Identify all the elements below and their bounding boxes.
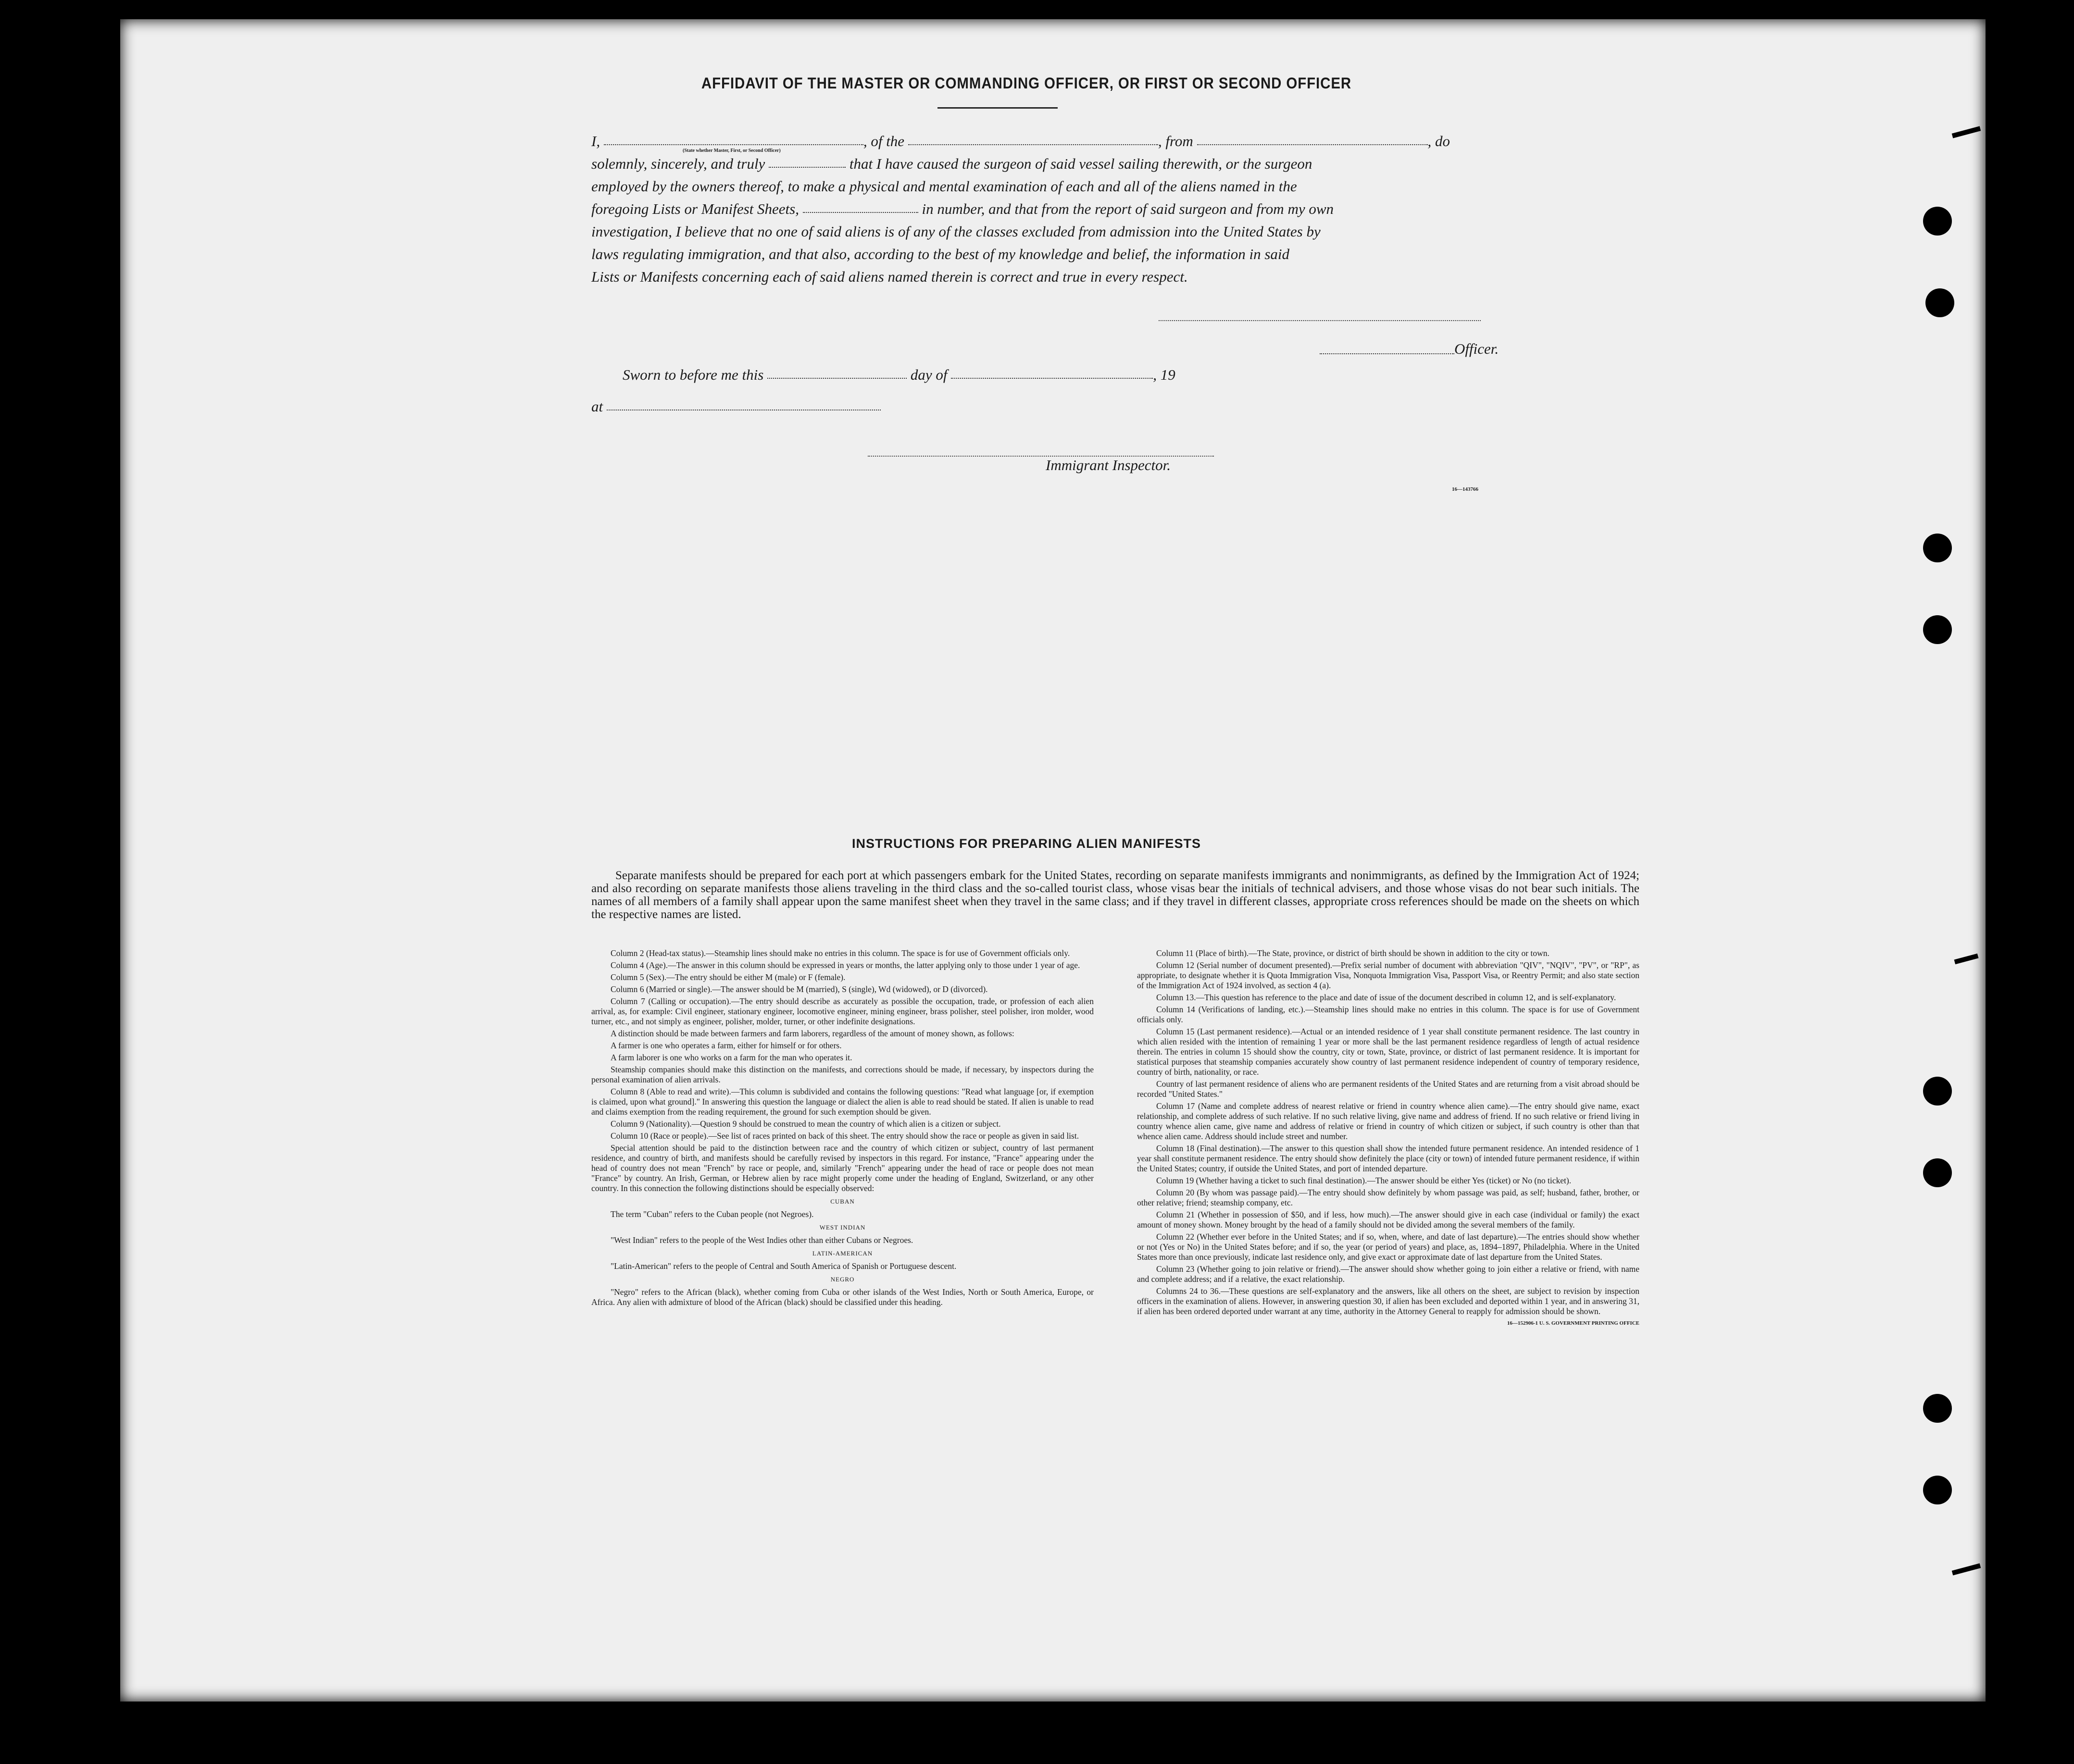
aff-do: , do [1427, 133, 1450, 149]
month-field[interactable] [951, 374, 1153, 379]
affidavit-body [591, 130, 1639, 288]
right-para: Column 14 (Verifications of landing, etc.).—Steamship lines should make no entries in this column. The space is for use of Government officials only. [1137, 1005, 1639, 1024]
left-para: Column 8 (Able to read and write).—This column is subdivided and contains the following questions: "Read what language [or, if exemption is claimed, upon what ground]." In answering this question the language or dialect the alien is able to read should be stated. If alien is unable to read and claims exemption from the reading requirement, the ground for such exemption should be given. [591, 1087, 1094, 1117]
inspector-label: Immigrant Inspector. [1046, 457, 1171, 473]
right-para: Column 18 (Final destination).—The answer to this question shall show the intended future permanent residence. An intended residence of 1 year shall constitute permanent residence. The entry should show definitely the place (city or town) of intended future permanent residence, if within the United States; country, if outside the United States, and port of intended departure. [1137, 1143, 1639, 1173]
sworn-label: Sworn to before me this [623, 366, 764, 383]
punch-hole [1923, 534, 1952, 562]
heading-west-indian: WEST INDIAN [819, 1224, 866, 1231]
punch-hole [1923, 207, 1952, 236]
punch-hole [1925, 288, 1954, 317]
right-para: Columns 24 to 36.—These questions are self-explanatory and the answers, like all others on the sheet, are subject to revision by inspection officers in the examination of aliens. However, in answering question 30, if alien has been excluded and deported within 1 year, and in answering 31, if alien has been ordered deported under warrant at any time, authority in the Attorney General to reapply for admission should be shown. [1137, 1286, 1639, 1316]
from-field[interactable] [1197, 140, 1428, 145]
officer-line [1320, 340, 1499, 358]
right-para: Column 20 (By whom was passage paid).—The entry should show definitely by whom passage was paid, as self; husband, father, brother, or other relative; friend; steamship company, etc. [1137, 1188, 1639, 1207]
right-para: Column 15 (Last permanent residence).—Actual or an intended residence of 1 year shall constitute permanent residence. The last country in which alien resided with the intention of remaining 1 year or more shall be the last permanent residence regardless of length of actual residence therein. The entries in column 15 should show the country, city or town, State, province, or district of last permanent residence. It is important for statistical purposes that steamship companies accurately show country of last permanent residence independent of country of temporary residence, country of birth, nationality, or race. [1137, 1027, 1639, 1077]
aff-line2b: that I have caused the surgeon of said vessel sailing therewith, or the surgeon [849, 155, 1312, 172]
right-para: Column 19 (Whether having a ticket to such final destination).—The answer should be either Yes (ticket) or No (no ticket). [1156, 1176, 1572, 1185]
officer-label: Officer. [1454, 340, 1499, 357]
vessel-field[interactable] [908, 140, 1158, 145]
sheets-count-field[interactable] [803, 208, 918, 213]
left-para: Column 7 (Calling or occupation).—The entry should describe as accurately as possible the occupation, trade, or profession of each alien arrival, as, for example: Civil engineer, stationary engineer, locomotive engineer, mining engineer, brass polisher, steel polisher, iron molder, wood turner, etc., and not simply as engineer, polisher, molder, turner, or other indefinite designations. [591, 996, 1094, 1026]
aff-from: , from [1158, 133, 1193, 149]
heading-latin-american: LATIN-AMERICAN [812, 1250, 873, 1257]
instructions-left-column [591, 948, 1094, 1309]
aff-line4b: in number, and that from the report of said surgeon and from my own [922, 200, 1334, 217]
punch-hole [1923, 1476, 1952, 1504]
instructions-right-column [1137, 948, 1639, 1330]
at-label: at [591, 398, 603, 415]
left-para: Special attention should be paid to the distinction between race and the country of which citizen or subject, country of last permanent residence, and country of birth, and manifests should be carefully revised by inspectors in this regard. For instance, "France" appearing under the head of country does not mean "French" by race or people, and, similarly "French" appearing under the head of race or people does not mean "France" by country. An Irish, German, or Hebrew alien by race might properly come under the heading of England, Switzerland, or any other country. In this connection the following distinctions should be especially observed: [591, 1143, 1094, 1193]
left-para: A farm laborer is one who works on a farm for the man who operates it. [611, 1053, 852, 1062]
left-para: Column 9 (Nationality).—Question 9 should be construed to mean the country of which alien is a citizen or subject. [611, 1119, 1001, 1129]
at-line [591, 398, 881, 415]
manifest-sheet [120, 19, 1986, 1702]
sworn-day-field[interactable] [767, 374, 907, 379]
instructions-title: INSTRUCTIONS FOR PREPARING ALIEN MANIFESTS [851, 836, 1201, 851]
left-para: Column 10 (Race or people).—See list of races printed on back of this sheet. The entry should show the race or people as given in said list. [611, 1131, 1079, 1141]
left-para: Column 4 (Age).—The answer in this column should be expressed in years or months, the latter applying only to those under 1 year of age. [611, 960, 1080, 970]
negro-para: "Negro" refers to the African (black), whether coming from Cuba or other islands of the West Indies, North or South America, Europe, or Africa. Any alien with admixture of blood of the African (black) should be classified under this heading. [591, 1287, 1094, 1307]
right-para: Column 22 (Whether ever before in the United States; and if so, when, where, and date of last departure).—The entries should show whether or not (Yes or No) in the United States before; and if so, the year (or period of years) and place, as, 1894–1897, Philadelphia. Where in the United States more than once previously, indicate last residence only, and give exact or approximate date of last departure from the United States. [1137, 1232, 1639, 1262]
right-para: Column 11 (Place of birth).—The State, province, or district of birth should be shown in addition to the city or town. [1156, 948, 1549, 958]
right-para: Column 13.—This question has reference to the place and date of issue of the document described in column 12, and is self-explanatory. [1156, 993, 1616, 1002]
left-para: Steamship companies should make this distinction on the manifests, and corrections should be made, if necessary, by inspectors during the personal examination of alien arrivals. [591, 1065, 1094, 1084]
day-of-label: day of [910, 366, 948, 383]
west-indian-para: "West Indian" refers to the people of the West Indies other than either Cubans or Negroes. [611, 1235, 913, 1245]
aff-i: I, [591, 133, 600, 149]
aff-of: , of the [863, 133, 905, 149]
form-number: 16—143766 [1452, 486, 1478, 492]
affidavit-title: AFFIDAVIT OF THE MASTER OR COMMANDING OFFICER, OR FIRST OR SECOND OFFICER [701, 75, 1352, 92]
aff-line7: Lists or Manifests concerning each of said aliens named therein is correct and true in every respect. [591, 268, 1188, 285]
left-para: Column 2 (Head-tax status).—Steamship lines should make no entries in this column. The space is for use of Government officials only. [611, 948, 1070, 958]
right-para: Column 17 (Name and complete address of nearest relative or friend in country whence alien came).—The entry should give name, exact relationship, and complete address of such relative. If no such relative living, give name and address of friend. If no such relative or friend living in country whence alien came, give name and address of relative or friend in country of which citizen or subject, if such country is other than that whence alien came. Address should include street and number. [1137, 1101, 1639, 1141]
heading-negro: NEGRO [830, 1276, 855, 1283]
cuban-para: The term "Cuban" refers to the Cuban people (not Negroes). [611, 1209, 814, 1219]
punch-hole [1923, 1077, 1952, 1106]
aff-line4a: foregoing Lists or Manifest Sheets, [591, 200, 799, 217]
punch-hole [1923, 615, 1952, 644]
sworn-line [623, 366, 1175, 384]
signature-line[interactable] [1159, 320, 1481, 321]
left-para: A farmer is one who operates a farm, either for himself or for others. [611, 1041, 842, 1050]
title-rule [937, 107, 1058, 109]
latin-american-para: "Latin-American" refers to the people of Central and South America of Spanish or Portuguese descent. [611, 1261, 957, 1271]
right-para: Column 21 (Whether in possession of $50, and if less, how much).—The answer should give in each case (individual or family) the exact amount of money shown. Money brought by the head of a family should not be divided among the several members of the family. [1137, 1210, 1639, 1230]
place-field[interactable] [607, 406, 881, 410]
punch-hole [1923, 1158, 1952, 1187]
left-para: A distinction should be made between farmers and farm laborers, regardless of the amount of money shown, as follows: [611, 1029, 1014, 1038]
left-para: Column 5 (Sex).—The entry should be either M (male) or F (female). [611, 972, 846, 982]
heading-cuban: CUBAN [830, 1198, 855, 1205]
printer-footer: 16—152906-1 U. S. GOVERNMENT PRINTING OFFICE [1507, 1320, 1639, 1326]
rank-note: (State whether Master, First, or Second Officer) [683, 148, 781, 153]
right-para: Country of last permanent residence of aliens who are permanent residents of the United States and are returning from a visit abroad should be recorded "United States." [1137, 1079, 1639, 1099]
aff-line2a: solemnly, sincerely, and truly [591, 155, 765, 172]
officer-rank-field[interactable] [604, 140, 863, 145]
aff-line6: laws regulating immigration, and that also, according to the best of my knowledge and belief, the information in said [591, 246, 1290, 262]
right-para: Column 23 (Whether going to join relative or friend).—The answer should show whether going to join either a relative or friend, with name and complete address; and if a relative, the exact relationship. [1137, 1264, 1639, 1284]
year-label: , 19 [1153, 366, 1175, 383]
officer-field[interactable] [1320, 349, 1454, 354]
blank-field[interactable] [769, 163, 846, 168]
left-para: Column 6 (Married or single).—The answer should be M (married), S (single), Wd (widowed), or D (divorced). [611, 984, 988, 994]
aff-line3: employed by the owners thereof, to make a physical and mental examination of each and all of the aliens named in the [591, 178, 1297, 195]
right-para: Column 12 (Serial number of document presented).—Prefix serial number of document with abbreviation "QIV", "NQIV", "PV", or "RP", as appropriate, to designate whether it is Quota Immigration Visa, Nonquota Immigration Visa, Passport Visa, or Reentry Permit; and also state section of the Immigration Act of 1924 involved, as section 4 (a). [1137, 960, 1639, 990]
aff-line5: investigation, I believe that no one of said aliens is of any of the classes excluded from admission into the United States by [591, 223, 1321, 240]
instructions-intro: Separate manifests should be prepared for each port at which passengers embark for the United States, recording on separate manifests immigrants and nonimmigrants, as defined by the Immigration Act of 1924; and also recording on separate manifests those aliens traveling in the third class and the so-called tourist class, whose visas bear the initials of technical advisers, and those whose visas do not bear such initials. The names of all members of a family shall appear upon the same manifest sheet when they travel in the same class; and if they travel in different classes, appropriate cross references should be made on the sheets on which the respective names are listed. [591, 869, 1639, 921]
punch-hole [1923, 1394, 1952, 1423]
